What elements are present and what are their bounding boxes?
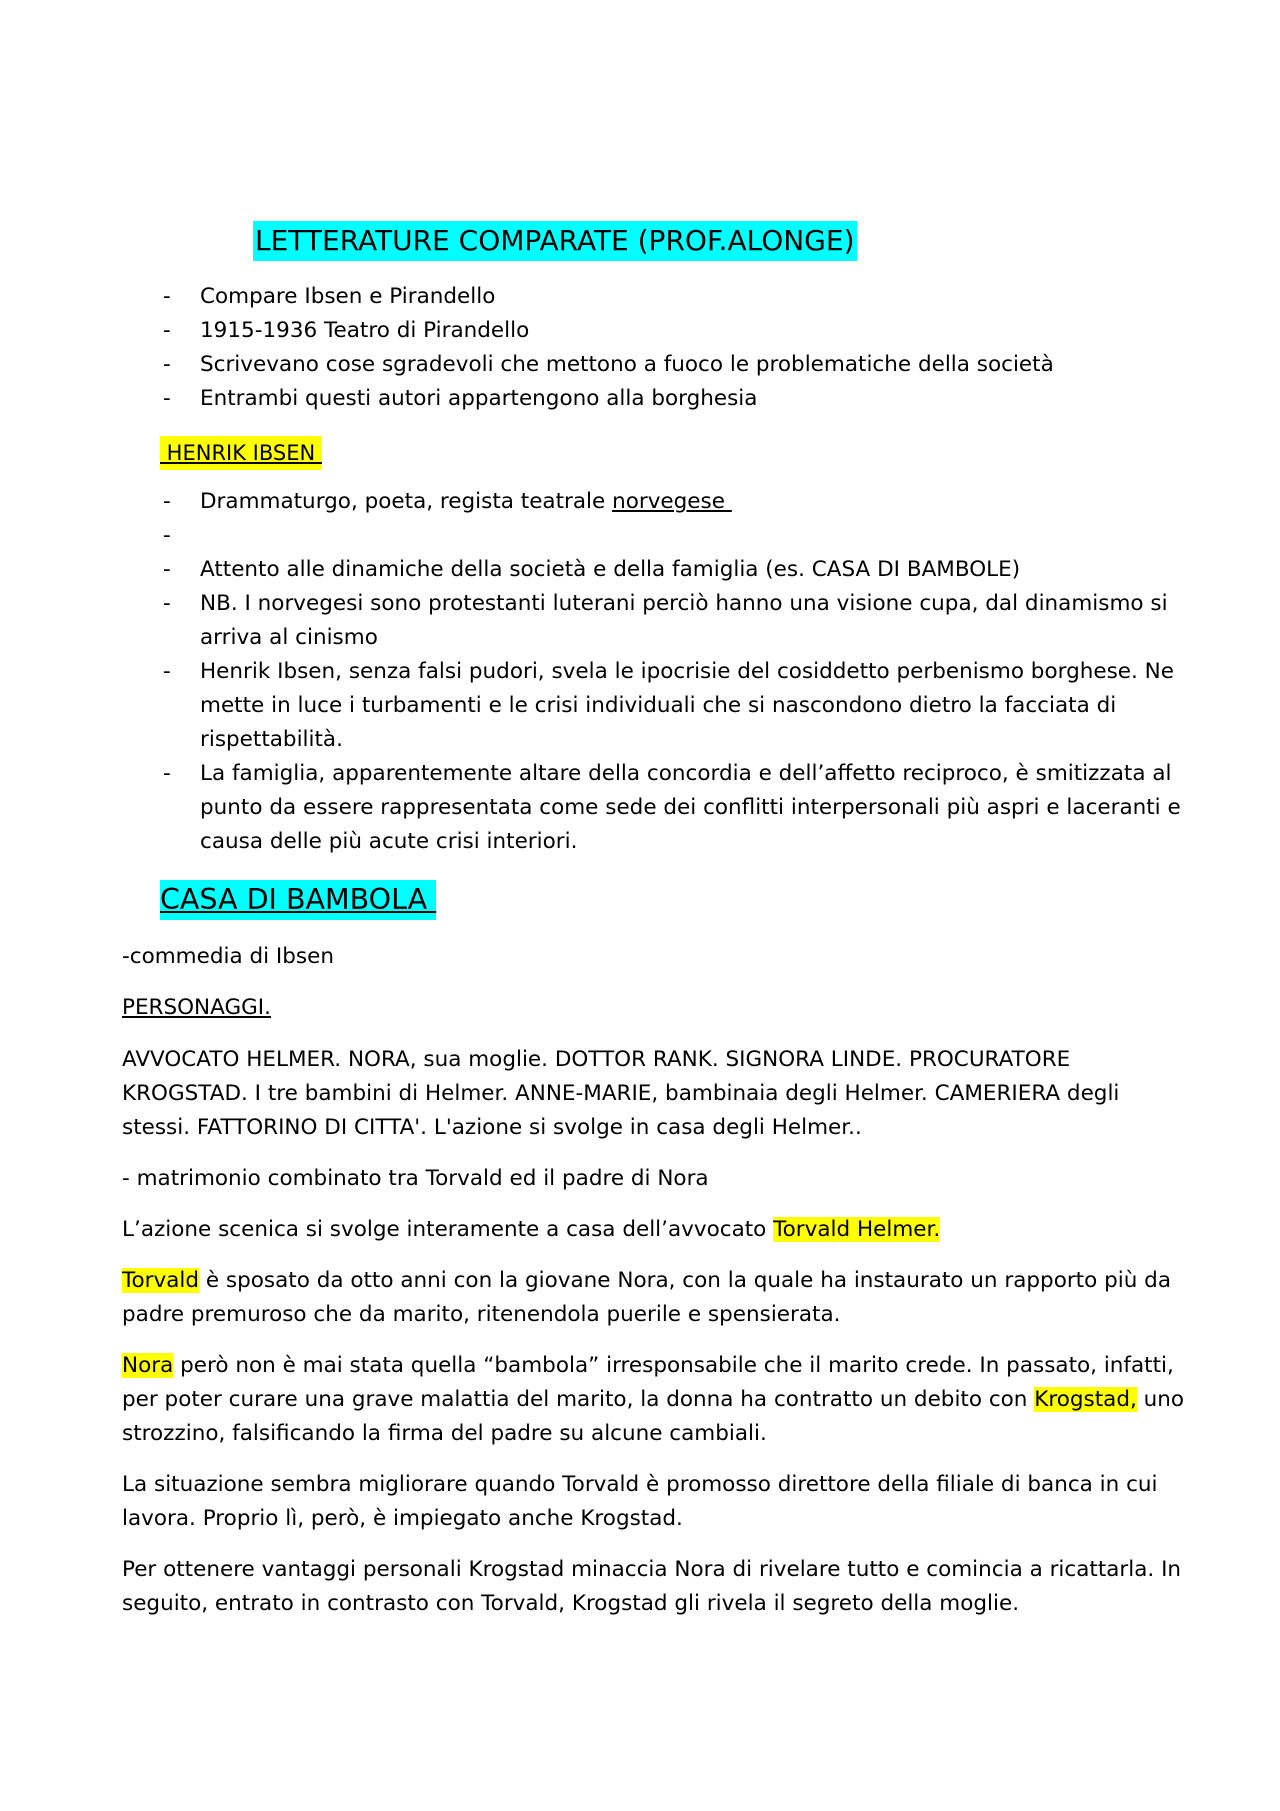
- bullet-dash: -: [163, 591, 171, 616]
- paragraph-line: strozzino, falsificando la firma del padre su alcune cambiali.: [122, 1421, 767, 1446]
- paragraph-line: La situazione sembra migliorare quando Torvald è promosso direttore della filiale di banca in cui: [122, 1472, 1158, 1497]
- paragraph-text: L’azione scenica si svolge interamente a casa dell’avvocato: [122, 1217, 774, 1242]
- bullet-dash: -: [163, 318, 171, 343]
- highlighted-name: Krogstad,: [1034, 1387, 1137, 1412]
- list-item-line: causa delle più acute crisi interiori.: [200, 829, 578, 854]
- highlighted-name: Torvald: [122, 1268, 199, 1293]
- paragraph-text: uno: [1136, 1387, 1185, 1412]
- underlined-word: norvegese: [612, 489, 732, 514]
- bullet-dash: -: [163, 557, 171, 582]
- paragraph-text: è sposato da otto anni con la giovane Nora, con la quale ha instaurato un rapporto più da: [199, 1268, 1172, 1293]
- list-item-line: punto da essere rappresentata come sede dei conflitti interpersonali più aspri e laceranti e: [200, 795, 1181, 820]
- paragraph-line: [122, 1349, 1174, 1383]
- personaggi-label: PERSONAGGI.: [122, 995, 271, 1020]
- paragraph-matrimonio: - matrimonio combinato tra Torvald ed il padre di Nora: [122, 1166, 709, 1191]
- bullet-dash: -: [163, 284, 171, 309]
- list-item-line: arriva al cinismo: [200, 625, 378, 650]
- list-item: [200, 485, 732, 519]
- page-title: LETTERATURE COMPARATE (PROF.ALONGE): [253, 221, 857, 261]
- section-heading-ibsen: HENRIK IBSEN: [160, 436, 322, 470]
- paragraph-commedia: -commedia di Ibsen: [122, 944, 334, 969]
- bullet-text: Drammaturgo, poeta, regista teatrale: [200, 489, 613, 514]
- bullet-dash: -: [163, 352, 171, 377]
- paragraph-line: padre premuroso che da marito, ritenendola puerile e spensierata.: [122, 1302, 841, 1327]
- paragraph-line: [122, 1383, 1184, 1417]
- list-item: Entrambi questi autori appartengono alla borghesia: [200, 386, 758, 411]
- paragraph-line: AVVOCATO HELMER. NORA, sua moglie. DOTTOR RANK. SIGNORA LINDE. PROCURATORE: [122, 1047, 1071, 1072]
- bullet-dash: -: [163, 761, 171, 786]
- paragraph-line: KROGSTAD. I tre bambini di Helmer. ANNE-MARIE, bambinaia degli Helmer. CAMERIERA degli: [122, 1081, 1120, 1106]
- list-item-line: NB. I norvegesi sono protestanti luterani perciò hanno una visione cupa, dal dinamismo si: [200, 591, 1168, 616]
- list-item-line: mette in luce i turbamenti e le crisi individuali che si nascondono dietro la facciata di: [200, 693, 1117, 718]
- paragraph-line: Per ottenere vantaggi personali Krogstad minaccia Nora di rivelare tutto e comincia a ricattarla. In: [122, 1557, 1182, 1582]
- list-item: 1915-1936 Teatro di Pirandello: [200, 318, 530, 343]
- list-item: Attento alle dinamiche della società e della famiglia (es. CASA DI BAMBOLE): [200, 557, 1021, 582]
- paragraph-line: lavora. Proprio lì, però, è impiegato anche Krogstad.: [122, 1506, 683, 1531]
- highlighted-name: Nora: [122, 1353, 174, 1378]
- paragraph-text: per poter curare una grave malattia del marito, la donna ha contratto un debito con: [122, 1387, 1035, 1412]
- bullet-dash-empty: -: [163, 523, 171, 548]
- paragraph-text: però non è mai stata quella “bambola” irresponsabile che il marito crede. In passato, infatti,: [173, 1353, 1174, 1378]
- paragraph-azione: [122, 1213, 940, 1247]
- bullet-dash: -: [163, 659, 171, 684]
- list-item: Scrivevano cose sgradevoli che mettono a fuoco le problematiche della società: [200, 352, 1054, 377]
- bullet-dash: -: [163, 386, 171, 411]
- list-item: Compare Ibsen e Pirandello: [200, 284, 496, 309]
- paragraph-line: [122, 1264, 1171, 1298]
- bullet-dash: -: [163, 489, 171, 514]
- paragraph-line: seguito, entrato in contrasto con Torvald, Krogstad gli rivela il segreto della moglie.: [122, 1591, 1020, 1616]
- paragraph-line: stessi. FATTORINO DI CITTA'. L'azione si svolge in casa degli Helmer..: [122, 1115, 862, 1140]
- section-heading-casa: CASA DI BAMBOLA: [160, 880, 436, 920]
- list-item-line: Henrik Ibsen, senza falsi pudori, svela le ipocrisie del cosiddetto perbenismo borghese. Ne: [200, 659, 1174, 684]
- list-item-line: La famiglia, apparentemente altare della concordia e dell’affetto reciproco, è smitizzata al: [200, 761, 1172, 786]
- list-item-line: rispettabilità.: [200, 727, 343, 752]
- highlighted-name: Torvald Helmer.: [773, 1217, 941, 1242]
